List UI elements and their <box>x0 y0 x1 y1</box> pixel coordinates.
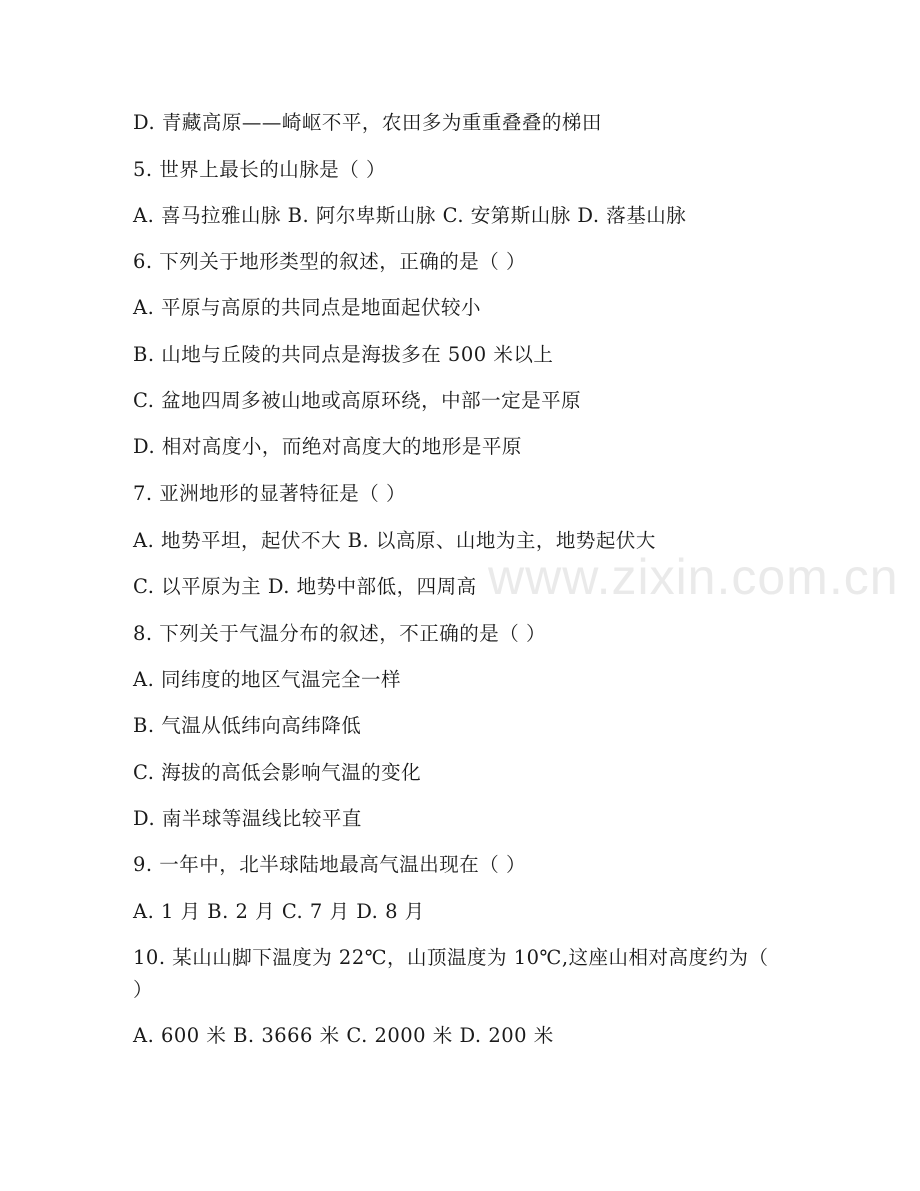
option-a-q6: A. 平原与高原的共同点是地面起伏较小 <box>133 296 481 319</box>
options-ab-q7: A. 地势平坦，起伏不大 B. 以高原、山地为主，地势起伏大 <box>133 529 656 552</box>
option-d-q8: D. 南半球等温线比较平直 <box>133 807 362 830</box>
option-c-q8: C. 海拔的高低会影响气温的变化 <box>133 761 422 784</box>
option-d-q6: D. 相对高度小，而绝对高度大的地形是平原 <box>133 435 522 458</box>
question-9: 9. 一年中，北半球陆地最高气温出现在（ ） <box>133 853 527 876</box>
option-b-q6: B. 山地与丘陵的共同点是海拔多在 500 米以上 <box>133 343 554 366</box>
options-cd-q7: C. 以平原为主 D. 地势中部低，四周高 <box>133 575 477 598</box>
options-q10: A. 600 米 B. 3666 米 C. 2000 米 D. 200 米 <box>133 1024 554 1047</box>
options-q5: A. 喜马拉雅山脉 B. 阿尔卑斯山脉 C. 安第斯山脉 D. 落基山脉 <box>133 204 687 227</box>
watermark-text: www.zixin.com.cn <box>488 549 899 605</box>
option-b-q8: B. 气温从低纬向高纬降低 <box>133 714 362 737</box>
question-10: 10. 某山山脚下温度为 22℃，山顶温度为 10℃,这座山相对高度约为（ ） <box>133 946 769 1001</box>
options-q9: A. 1 月 B. 2 月 C. 7 月 D. 8 月 <box>133 900 425 923</box>
option-a-q8: A. 同纬度的地区气温完全一样 <box>133 668 401 691</box>
option-d-q4: D. 青藏高原——崎岖不平，农田多为重重叠叠的梯田 <box>133 111 602 134</box>
option-c-q6: C. 盆地四周多被山地或高原环绕，中部一定是平原 <box>133 389 582 412</box>
question-8: 8. 下列关于气温分布的叙述，不正确的是（ ） <box>133 622 547 645</box>
question-6: 6. 下列关于地形类型的叙述，正确的是（ ） <box>133 250 527 273</box>
question-7: 7. 亚洲地形的显著特征是（ ） <box>133 482 407 505</box>
question-5: 5. 世界上最长的山脉是（ ） <box>133 158 387 181</box>
